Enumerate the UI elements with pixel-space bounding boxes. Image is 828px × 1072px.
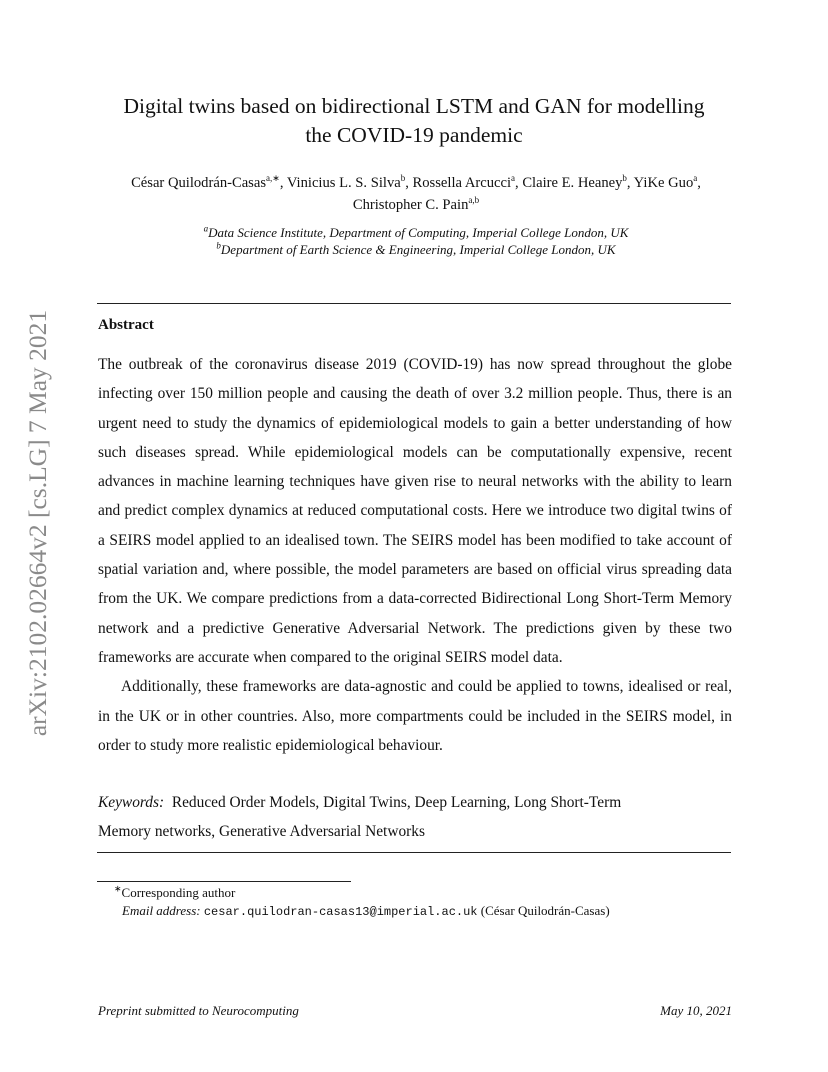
- footer-date: May 10, 2021: [660, 1003, 732, 1018]
- title-line-1: Digital twins based on bidirectional LSTM and GAN for modelling: [123, 94, 705, 118]
- abstract-bottom-rule: [97, 852, 731, 853]
- author-affil-mark: a,b: [468, 195, 480, 206]
- affiliations: [96, 224, 736, 258]
- author-name: César Quilodrán-Casas: [131, 175, 267, 191]
- affiliation-text: Data Science Institute, Department of Computing, Imperial College London, UK: [208, 225, 629, 240]
- author-affil-mark: a: [693, 173, 698, 184]
- abstract-paragraph-1: The outbreak of the coronavirus disease 2019 (COVID-19) has now spread throughout the globe infecting over 150 million people and causing the death of over 3.2 million people. Thus, there is an urgent need to study the dynamics of epidemiological models to gain a better understanding of how such diseases spread. While epidemiological models can be computationally expensive, recent advances in machine learning techniques have given rise to neural networks with the ability to learn and predict complex dynamics at reduced computational costs. Here we introduce two digital twins of a SEIRS model applied to an idealised town. The SEIRS model has been modified to take account of spatial variation and, where possible, the model parameters are based on official virus spreading data from the UK. We compare predictions from a data-corrected Bidirectional Long Short-Term Memory network and a predictive Generative Adversarial Network. The predictions given by these two frameworks are accurate when compared to the original SEIRS model data.: [98, 356, 732, 666]
- footnote-mark: ∗: [114, 883, 122, 894]
- footnote-rule: [97, 881, 351, 882]
- author: [634, 175, 701, 191]
- paper-title: [90, 92, 738, 150]
- abstract-body: [98, 350, 732, 760]
- footnote: [114, 884, 610, 921]
- affiliation: [96, 241, 736, 258]
- abstract-top-rule: [97, 303, 731, 304]
- author: [413, 175, 523, 191]
- email-address[interactable]: cesar.quilodran-casas13@imperial.ac.uk: [203, 905, 478, 919]
- footer-submission: Preprint submitted to Neurocomputing: [98, 1003, 299, 1018]
- author-separator: ,: [626, 175, 634, 191]
- author: [287, 175, 413, 191]
- keywords-line-1: Reduced Order Models, Digital Twins, Deep Learning, Long Short-Term: [171, 794, 622, 811]
- title-line-2: the COVID-19 pandemic: [305, 123, 523, 147]
- author: [522, 175, 633, 191]
- author-separator: ,: [405, 175, 413, 191]
- affiliation-mark: a: [203, 223, 209, 234]
- author-separator: ,: [279, 175, 287, 191]
- keywords: [98, 788, 708, 847]
- author-name: YiKe Guo: [633, 175, 694, 191]
- author-affil-mark: a,∗: [266, 173, 280, 184]
- affiliation: [96, 224, 736, 241]
- author-affil-mark: b: [622, 173, 627, 184]
- affiliation-text: Department of Earth Science & Engineering, Imperial College London, UK: [220, 242, 616, 257]
- footnote-note: Corresponding author: [121, 885, 236, 900]
- author-affil-mark: a: [511, 173, 516, 184]
- author-name: Vinicius L. S. Silva: [286, 175, 401, 191]
- author-list: [96, 172, 736, 216]
- keywords-label: Keywords:: [98, 794, 165, 811]
- arxiv-id: arXiv:2102.02664v2 [cs.LG] 7 May 2021: [23, 309, 52, 737]
- author: [131, 175, 287, 191]
- affiliation-mark: b: [216, 240, 221, 251]
- author-name: Rossella Arcucci: [412, 175, 512, 191]
- author-separator: ,: [515, 175, 523, 191]
- keywords-line-2: Memory networks, Generative Adversarial Networks: [98, 823, 425, 841]
- abstract-heading: Abstract: [98, 317, 154, 333]
- arxiv-sidebar-stamp: [18, 288, 58, 758]
- author: [353, 197, 479, 213]
- author-separator: ,: [697, 175, 701, 191]
- author-name: Claire E. Heaney: [522, 175, 623, 191]
- author-affil-mark: b: [400, 173, 406, 184]
- email-label: Email address:: [122, 903, 201, 918]
- abstract-paragraph-2: Additionally, these frameworks are data-agnostic and could be applied to towns, idealised or real, in the UK or in other countries. Also, more compartments could be included in the SEIRS model, in order to study more realistic epidemiological behaviour.: [98, 678, 732, 754]
- author-name: Christopher C. Pain: [352, 197, 469, 213]
- email-owner: (César Quilodrán-Casas): [480, 903, 610, 918]
